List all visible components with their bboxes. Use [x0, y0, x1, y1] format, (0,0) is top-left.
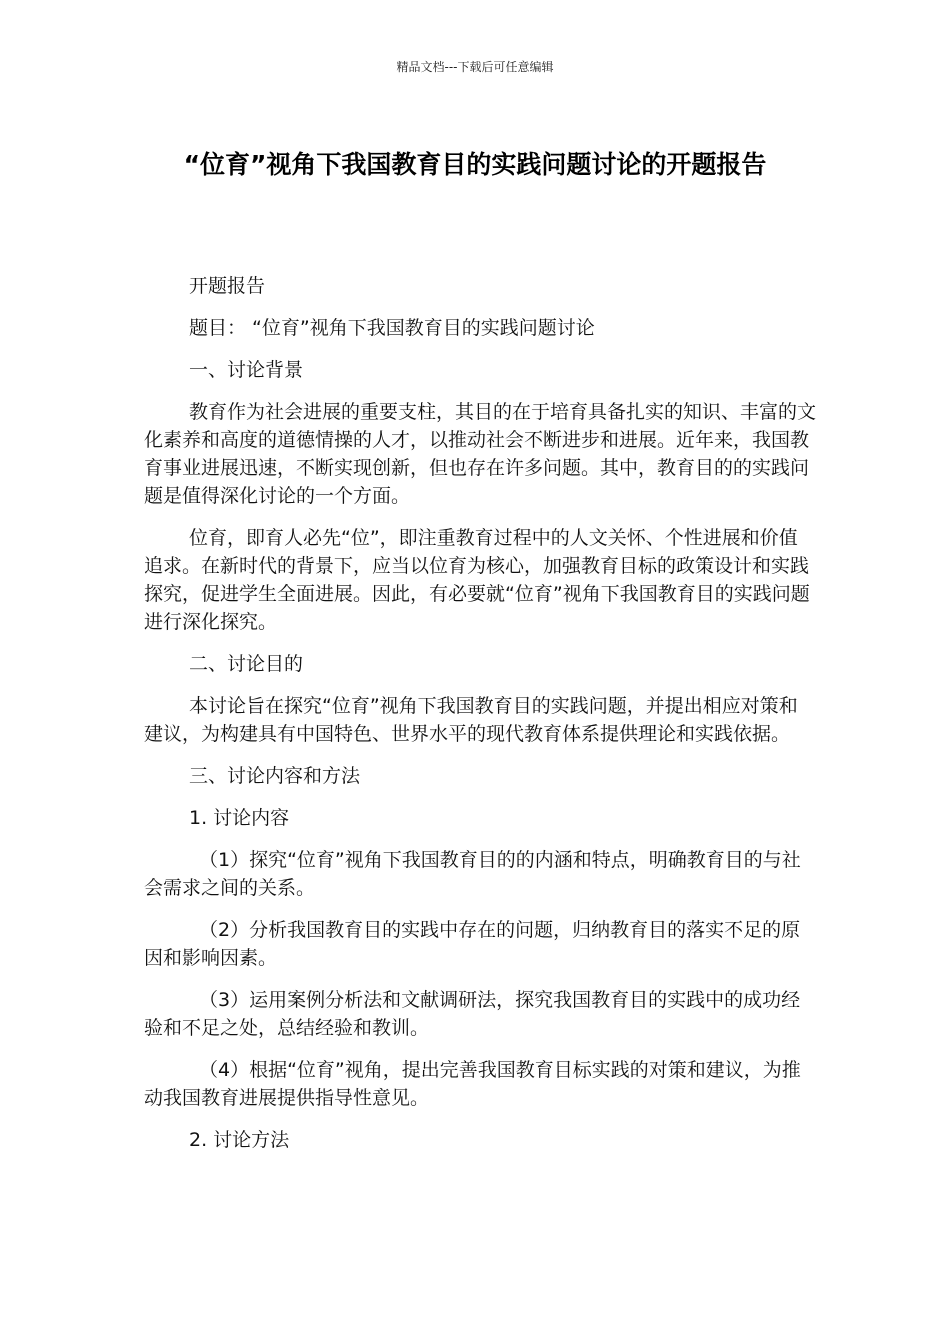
content-item-3: （3）运用案例分析法和文献调研法，探究我国教育目的实践中的成功经验和不足之处，总结经验和教训。 — [144, 989, 801, 1039]
content-item-2: （2）分析我国教育目的实践中存在的问题，归纳教育目的落实不足的原因和影响因素。 — [144, 919, 801, 969]
subheading-content: 1. 讨论内容 — [189, 807, 290, 829]
section-heading-purpose: 二、讨论目的 — [189, 653, 304, 675]
document-title: “位育”视角下我国教育目的实践问题讨论的开题报告 — [183, 150, 767, 179]
topic-line: 题目： “位育”视角下我国教育目的实践问题讨论 — [189, 317, 595, 339]
paragraph-background-1: 教育作为社会进展的重要支柱，其目的在于培育具备扎实的知识、丰富的文化素养和高度的道德情操的人才，以推动社会不断进步和进展。近年来，我国教育事业进展迅速，不断实现创新，但也存在许多问题。其中，教育目的的实践问题是值得深化讨论的一个方面。 — [144, 401, 817, 507]
subheading-method: 2. 讨论方法 — [189, 1129, 290, 1151]
report-label: 开题报告 — [189, 275, 266, 297]
paragraph-background-2: 位育，即育人必先“位”，即注重教育过程中的人文关怀、个性进展和价值追求。在新时代的背景下，应当以位育为核心，加强教育目标的政策设计和实践探究，促进学生全面进展。因此，有必要就“位育”视角下我国教育目的实践问题进行深化探究。 — [144, 527, 810, 633]
content-item-1: （1）探究“位育”视角下我国教育目的的内涵和特点，明确教育目的与社会需求之间的关系。 — [144, 849, 801, 899]
paragraph-purpose: 本讨论旨在探究“位育”视角下我国教育目的实践问题，并提出相应对策和建议，为构建具有中国特色、世界水平的现代教育体系提供理论和实践依据。 — [144, 695, 798, 745]
header-note: 精品文档---下载后可任意编辑 — [396, 60, 554, 74]
section-heading-content-method: 三、讨论内容和方法 — [189, 765, 361, 787]
section-heading-background: 一、讨论背景 — [189, 359, 304, 381]
content-item-4: （4）根据“位育”视角，提出完善我国教育目标实践的对策和建议，为推动我国教育进展提供指导性意见。 — [144, 1059, 801, 1109]
document-body — [144, 272, 816, 1168]
